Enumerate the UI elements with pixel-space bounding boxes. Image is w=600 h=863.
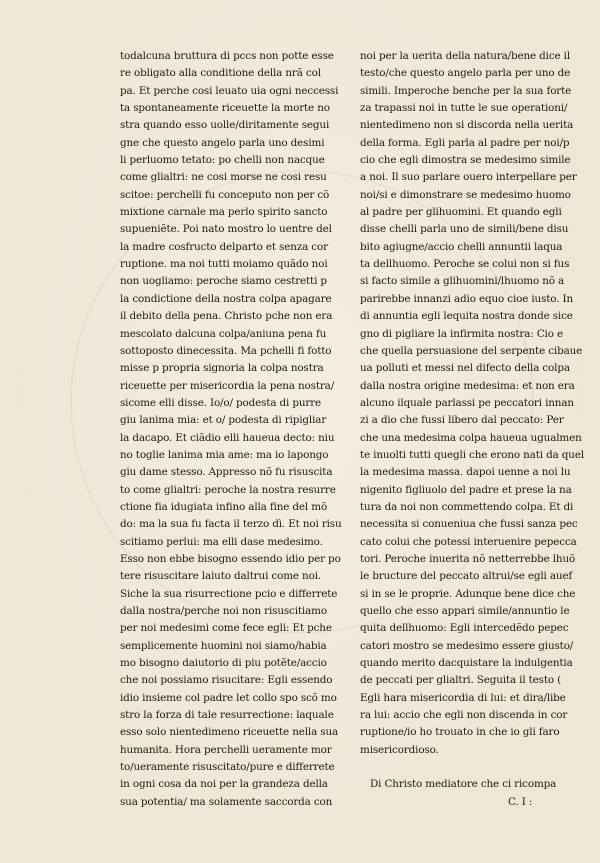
- text-line: re obligato alla conditione della nrã col: [120, 67, 321, 80]
- text-line: per noi medesimi come fece egli: Et pche: [120, 622, 332, 635]
- text-line: ruptione. ma noi tutti moiamo quãdo noi: [120, 258, 328, 271]
- text-line: la dacapo. Et ciãdio elli haueua decto: niu: [120, 431, 335, 444]
- text-line: scitoe: perchelli fu conceputo non per cõ: [120, 188, 330, 201]
- text-line: che noi possiamo risucitare: Egli essendo: [120, 674, 333, 687]
- text-line: non uogliamo: peroche siamo cestretti p: [120, 275, 327, 288]
- text-line: al padre per glihuomini. Et quando egli: [360, 206, 562, 219]
- text-line: ra lui: accio che egli non discenda in cor: [360, 709, 568, 722]
- text-line: quando merito dacquistare la indulgentia: [360, 657, 573, 670]
- text-line: Esso non ebbe bisogno essendo idio per po: [120, 552, 341, 565]
- text-line: mixtione carnale ma perlo spirito sancto: [120, 206, 328, 219]
- text-line: semplicemente huomini noi siamo/habia: [120, 639, 327, 652]
- text-line: stro la forza di tale resurrectione: laquale: [120, 709, 334, 722]
- text-line: ta spontaneamente riceuette la morte no: [120, 102, 330, 115]
- text-line: si in se le proprie. Adunque bene dice che: [360, 587, 576, 600]
- text-line: ctione fia idugiata infino alla fine del mõ: [120, 500, 328, 513]
- text-line: te inuolti tutti quegli che erono nati da quel: [360, 448, 584, 461]
- text-line: misse p propria signoria la colpa nostra: [120, 362, 324, 375]
- text-line: in ogni cosa da noi per la grandeza della: [120, 778, 328, 791]
- text-line: supueniẽte. Poi nato mostro lo uentre del: [120, 223, 332, 236]
- text-line: nientedimeno non si discorda nella uerita: [360, 119, 574, 132]
- text-line: noi/si e dimonstrare se medesimo huomo: [360, 188, 571, 201]
- text-line: pa. Et perche cosi leuato uia ogni neccessi: [120, 84, 339, 97]
- text-line: di annuntia egli lequita nostra donde sice: [360, 310, 573, 323]
- text-line: Egli hara misericordia di lui: et dira/libe: [360, 691, 566, 704]
- text-line: quita dellhuomo: Egli intercedẽdo pepec: [360, 622, 569, 635]
- text-line: giu lanima mia: et o/ podesta di ripigliar: [120, 414, 327, 427]
- text-line: tura da noi non commettendo colpa. Et di: [360, 500, 574, 513]
- text-line: ua polluti et messi nel difecto della colpa: [360, 362, 570, 375]
- text-line: todalcuna bruttura di pccs non potte esse: [120, 50, 334, 62]
- text-line: a noi. Il suo parlare ouero interpellare per: [360, 171, 577, 184]
- text-line: della forma. Egli parla al padre per noi/p: [360, 136, 570, 149]
- text-line: le bructure del peccato altrui/se egli auef: [360, 570, 573, 583]
- text-line: ta dellhuomo. Peroche se colui non si fus: [360, 258, 570, 271]
- text-line: che una medesima colpa haueua ugualmen: [360, 431, 582, 444]
- text-line: scitiamo perlui: ma elli dase medesimo.: [120, 535, 323, 548]
- text-line: quello che esso appari simile/annuntio le: [360, 605, 570, 617]
- left-text-column: [120, 48, 344, 811]
- text-line: do: ma la sua fu facta il terzo dì. Et noi risu: [120, 518, 342, 531]
- text-line: zi a dio che fussi libero dal peccato: Per: [360, 414, 564, 427]
- text-line: cato colui che potessi interuenire pepecca: [360, 535, 577, 548]
- text-line: bito agiugne/accio chelli annuntii laqua: [360, 240, 563, 253]
- text-line: alcuno ilquale parlassi pe peccatori innan: [360, 396, 574, 409]
- text-line: esso solo nientedimeno riceuette nella sua: [120, 726, 339, 739]
- text-line: dalla nostra origine medesima: et non era: [360, 379, 575, 392]
- text-line: il debito della pena. Christo pche non era: [120, 310, 333, 323]
- text-line: no toglie lanima mia ame: ma io lapongo: [120, 448, 329, 461]
- text-line: to/ueramente risuscitato/pure e differrete: [120, 761, 335, 774]
- text-line: misericordioso.: [360, 743, 439, 756]
- signature-mark: C. I :: [508, 795, 533, 808]
- right-text-column: [360, 48, 585, 811]
- text-line: disse chelli parla uno de simili/bene disu: [360, 223, 569, 236]
- text-line: li perluomo tetato: po chelli non nacque: [120, 154, 325, 167]
- text-line: mescolato dalcuna colpa/aniuna pena fu: [120, 327, 327, 340]
- text-line: gne che questo angelo parla uno desimi: [120, 136, 325, 149]
- text-line: sicome elli disse. Io/o/ podesta di purre: [120, 396, 322, 409]
- text-line: noi per la uerita della natura/bene dice il: [360, 50, 571, 62]
- text-line: parirebbe innanzi adio equo cioe iusto. In: [360, 292, 574, 305]
- text-line: cio che egli dimostra se medesimo simile: [360, 154, 571, 167]
- text-line: catori mostro se medesimo essere giusto/: [360, 639, 574, 652]
- text-line: che quella persuasione del serpente cibaue: [360, 344, 583, 357]
- text-line: giu dame stesso. Appresso nõ fu risuscita: [120, 466, 333, 479]
- text-line: necessita si conueniua che fussi sanza pec: [360, 518, 578, 531]
- text-line: stra quando esso uolle/diritamente segui: [120, 119, 330, 132]
- text-line: la medesima massa. dapoi uenne a noi lu: [360, 466, 571, 479]
- text-line: dalla nostra/perche noi non risuscitiamo: [120, 605, 327, 617]
- text-line: riceuette per misericordia la pena nostra/: [120, 379, 335, 392]
- text-line: tori. Peroche inuerita nõ netterrebbe lhuõ: [360, 552, 576, 565]
- text-line: la madre cosfructo delparto et senza cor: [120, 240, 328, 253]
- text-line: idio insieme col padre let collo spo scõ mo: [120, 691, 337, 704]
- text-line: ruptione/io ho trouato in che io gli faro: [360, 726, 560, 739]
- text-line: tere risuscitare laiuto daltrui come noi.: [120, 570, 322, 583]
- text-line: nigenito figliuolo del padre et prese la na: [360, 483, 572, 496]
- text-line: sottoposto dinecessita. Ma pchelli fi fotto: [120, 344, 332, 357]
- chapter-heading: Di Christo mediatore che ci ricompa: [370, 778, 557, 791]
- text-line: humanita. Hora perchelli ueramente mor: [120, 743, 332, 756]
- text-line: sua potentia/ ma solamente saccorda con: [120, 795, 333, 808]
- text-line: to come glialtri: peroche la nostra resurre: [120, 483, 336, 496]
- text-line: [360, 759, 585, 776]
- text-line: za trapassi noi in tutte le sue operationi/: [360, 102, 568, 115]
- text-line: testo/che questo angelo parla per uno de: [360, 67, 571, 80]
- text-line: simili. Imperoche benche per la sua forte: [360, 84, 572, 97]
- text-line: si facto simile a glihuomini/lhuomo nõ a: [360, 275, 565, 288]
- text-line: come glialtri: ne cosi morse ne cosi resu: [120, 171, 327, 184]
- text-line: mo bisogno daiutorio di piu potẽte/accio: [120, 657, 327, 670]
- text-line: Siche la sua risurrectione pcio e differrete: [120, 587, 338, 600]
- text-line: la condictione della nostra colpa apagare: [120, 292, 332, 305]
- text-line: de peccati per glialtri. Seguita il testo (: [360, 674, 562, 687]
- text-line: gno di pigliare la infirmita nostra: Cio e: [360, 327, 563, 340]
